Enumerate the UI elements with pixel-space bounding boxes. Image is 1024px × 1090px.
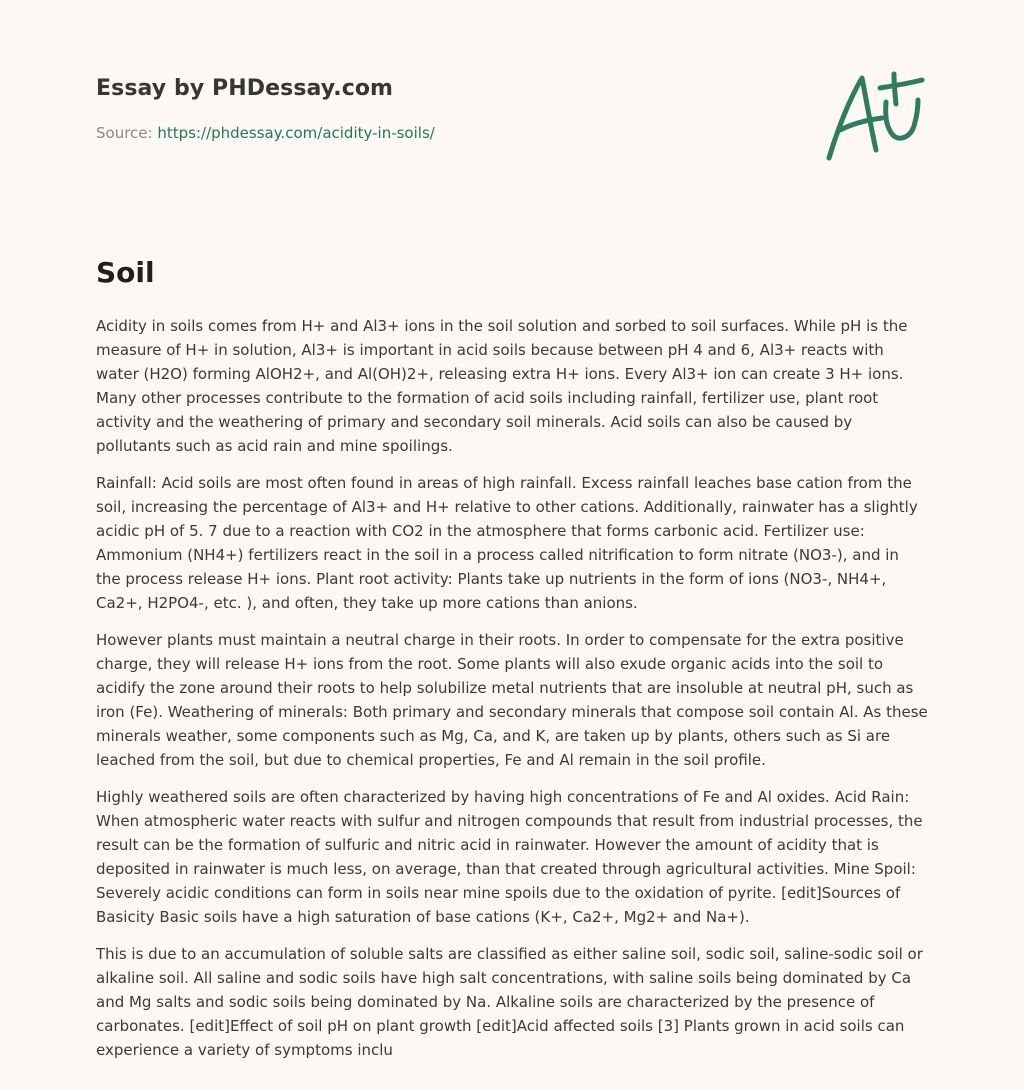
paragraph: Rainfall: Acid soils are most often found in areas of high rainfall. Excess rainfall leaches base cation from the soil, increasing the percentage of Al3+ and H+ relative to other cations. Additionally, rainwater has a slightly acidic pH of 5. 7 due to a reaction with CO2 in the atmosphere that forms carbonic acid. Fertilizer use: Ammonium (NH4+) fertilizers react in the soil in a process called nitrification to form nitrate (NO3-), and in the process release H+ ions. Plant root activity: Plants take up nutrients in the form of ions (NO3-, NH4+, Ca2+, H2PO4-, etc. ), and often, they take up more cations than anions. xyxy=(96,474,918,612)
paragraph: Acidity in soils comes from H+ and Al3+ ions in the soil solution and sorbed to soil surfaces. While pH is the measure of H+ in solution, Al3+ is important in acid soils because between pH 4 and 6, Al3+ reacts with water (H2O) forming AlOH2+, and Al(OH)2+, releasing extra H+ ions. Every Al3+ ion can create 3 H+ ions. Many other processes contribute to the formation of acid soils including rainfall, fertilizer use, plant root activity and the weathering of primary and secondary soil minerals. Acid soils can also be caused by pollutants such as acid rain and mine spoilings. xyxy=(96,317,908,455)
article-body xyxy=(96,314,928,1075)
page-title: Soil xyxy=(96,256,155,289)
paragraph: Highly weathered soils are often characterized by having high concentrations of Fe and Al oxides. Acid Rain: When atmospheric water reacts with sulfur and nitrogen compounds that result from industrial processes, the result can be the formation of sulfuric and nitric acid in rainwater. However the amount of acidity that is deposited in rainwater is much less, on average, than that created through agricultural activities. Mine Spoil: Severely acidic conditions can form in soils near mine spoils due to the oxidation of pyrite. [edit]Sources of Basicity Basic soils have a high saturation of base cations (K+, Ca2+, Mg2+ and Na+). xyxy=(96,788,923,926)
paragraph: This is due to an accumulation of soluble salts are classified as either saline soil, sodic soil, saline-sodic soil or alkaline soil. All saline and sodic soils have high salt concentrations, with saline soils being dominated by Ca and Mg salts and sodic soils being dominated by Na. Alkaline soils are characterized by the presence of carbonates. [edit]Effect of soil pH on plant growth [edit]Acid affected soils [3] Plants grown in acid soils can experience a variety of symptoms inclu xyxy=(96,945,923,1059)
source-line xyxy=(96,124,435,142)
brand-title: Essay by PHDessay.com xyxy=(96,76,394,101)
source-link[interactable]: https://phdessay.com/acidity-in-soils/ xyxy=(157,124,435,142)
a-plus-logo-icon xyxy=(822,68,930,164)
paragraph: However plants must maintain a neutral charge in their roots. In order to compensate for the extra positive charge, they will release H+ ions from the root. Some plants will also exude organic acids into the soil to acidify the zone around their roots to help solubilize metal nutrients that are insoluble at neutral pH, such as iron (Fe). Weathering of minerals: Both primary and secondary minerals that compose soil contain Al. As these minerals weather, some components such as Mg, Ca, and K, are taken up by plants, others such as Si are leached from the soil, but due to chemical properties, Fe and Al remain in the soil profile. xyxy=(96,631,928,769)
source-label: Source: xyxy=(96,124,153,142)
